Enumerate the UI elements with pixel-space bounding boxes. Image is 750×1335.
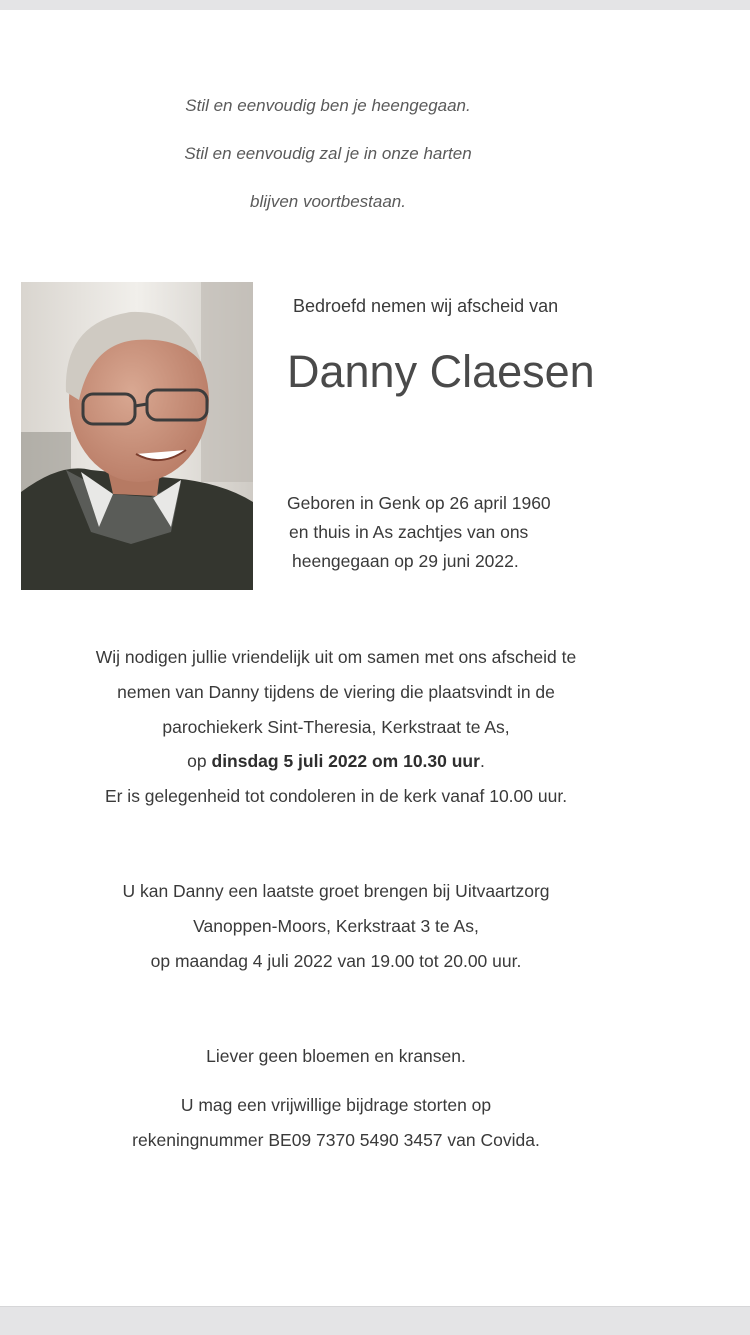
top-bar (0, 0, 750, 10)
born-line-1: Geboren in Genk op 26 april 1960 (287, 493, 551, 513)
poem-line-2: Stil en eenvoudig zal je in onze harten (184, 144, 472, 163)
visitation-line-1: U kan Danny een laatste groet brengen bij Uitvaartzorg (122, 881, 550, 901)
poem-line-1: Stil en eenvoudig ben je heengegaan. (185, 96, 471, 115)
visitation-line-2: Vanoppen-Moors, Kerkstraat 3 te As, (193, 916, 479, 936)
document-page[interactable] (0, 10, 750, 1306)
ceremony-date-prefix: op (187, 751, 212, 771)
flowers-line-2: U mag een vrijwillige bijdrage storten op (180, 1095, 492, 1115)
born-line-2: en thuis in As zachtjes van ons (289, 522, 529, 542)
ceremony-line-5: Er is gelegenheid tot condoleren in de kerk vanaf 10.00 uur. (104, 786, 568, 806)
visitation-line-3: op maandag 4 juli 2022 van 19.00 tot 20.00 uur. (150, 951, 522, 971)
ceremony-line-4 (0, 751, 672, 772)
ceremony-line-1: Wij nodigen jullie vriendelijk uit om samen met ons afscheid te (95, 647, 577, 667)
bottom-bar (0, 1306, 750, 1335)
ceremony-date: dinsdag 5 juli 2022 om 10.30 uur (211, 751, 480, 771)
ceremony-line-2: nemen van Danny tijdens de viering die plaatsvindt in de (117, 682, 555, 702)
intro-text: Bedroefd nemen wij afscheid van (293, 296, 559, 316)
flowers-line-1: Liever geen bloemen en kransen. (206, 1046, 466, 1066)
born-line-3: heengegaan op 29 juni 2022. (292, 551, 519, 571)
portrait-photo (21, 282, 253, 590)
deceased-name: Danny Claesen (287, 346, 595, 397)
poem-line-3: blijven voortbestaan. (250, 192, 406, 211)
ceremony-line-3: parochiekerk Sint-Theresia, Kerkstraat te As, (162, 717, 510, 737)
flowers-line-3: rekeningnummer BE09 7370 5490 3457 van Covida. (132, 1130, 540, 1150)
ceremony-date-suffix: . (479, 751, 485, 771)
portrait-icon (21, 282, 253, 590)
